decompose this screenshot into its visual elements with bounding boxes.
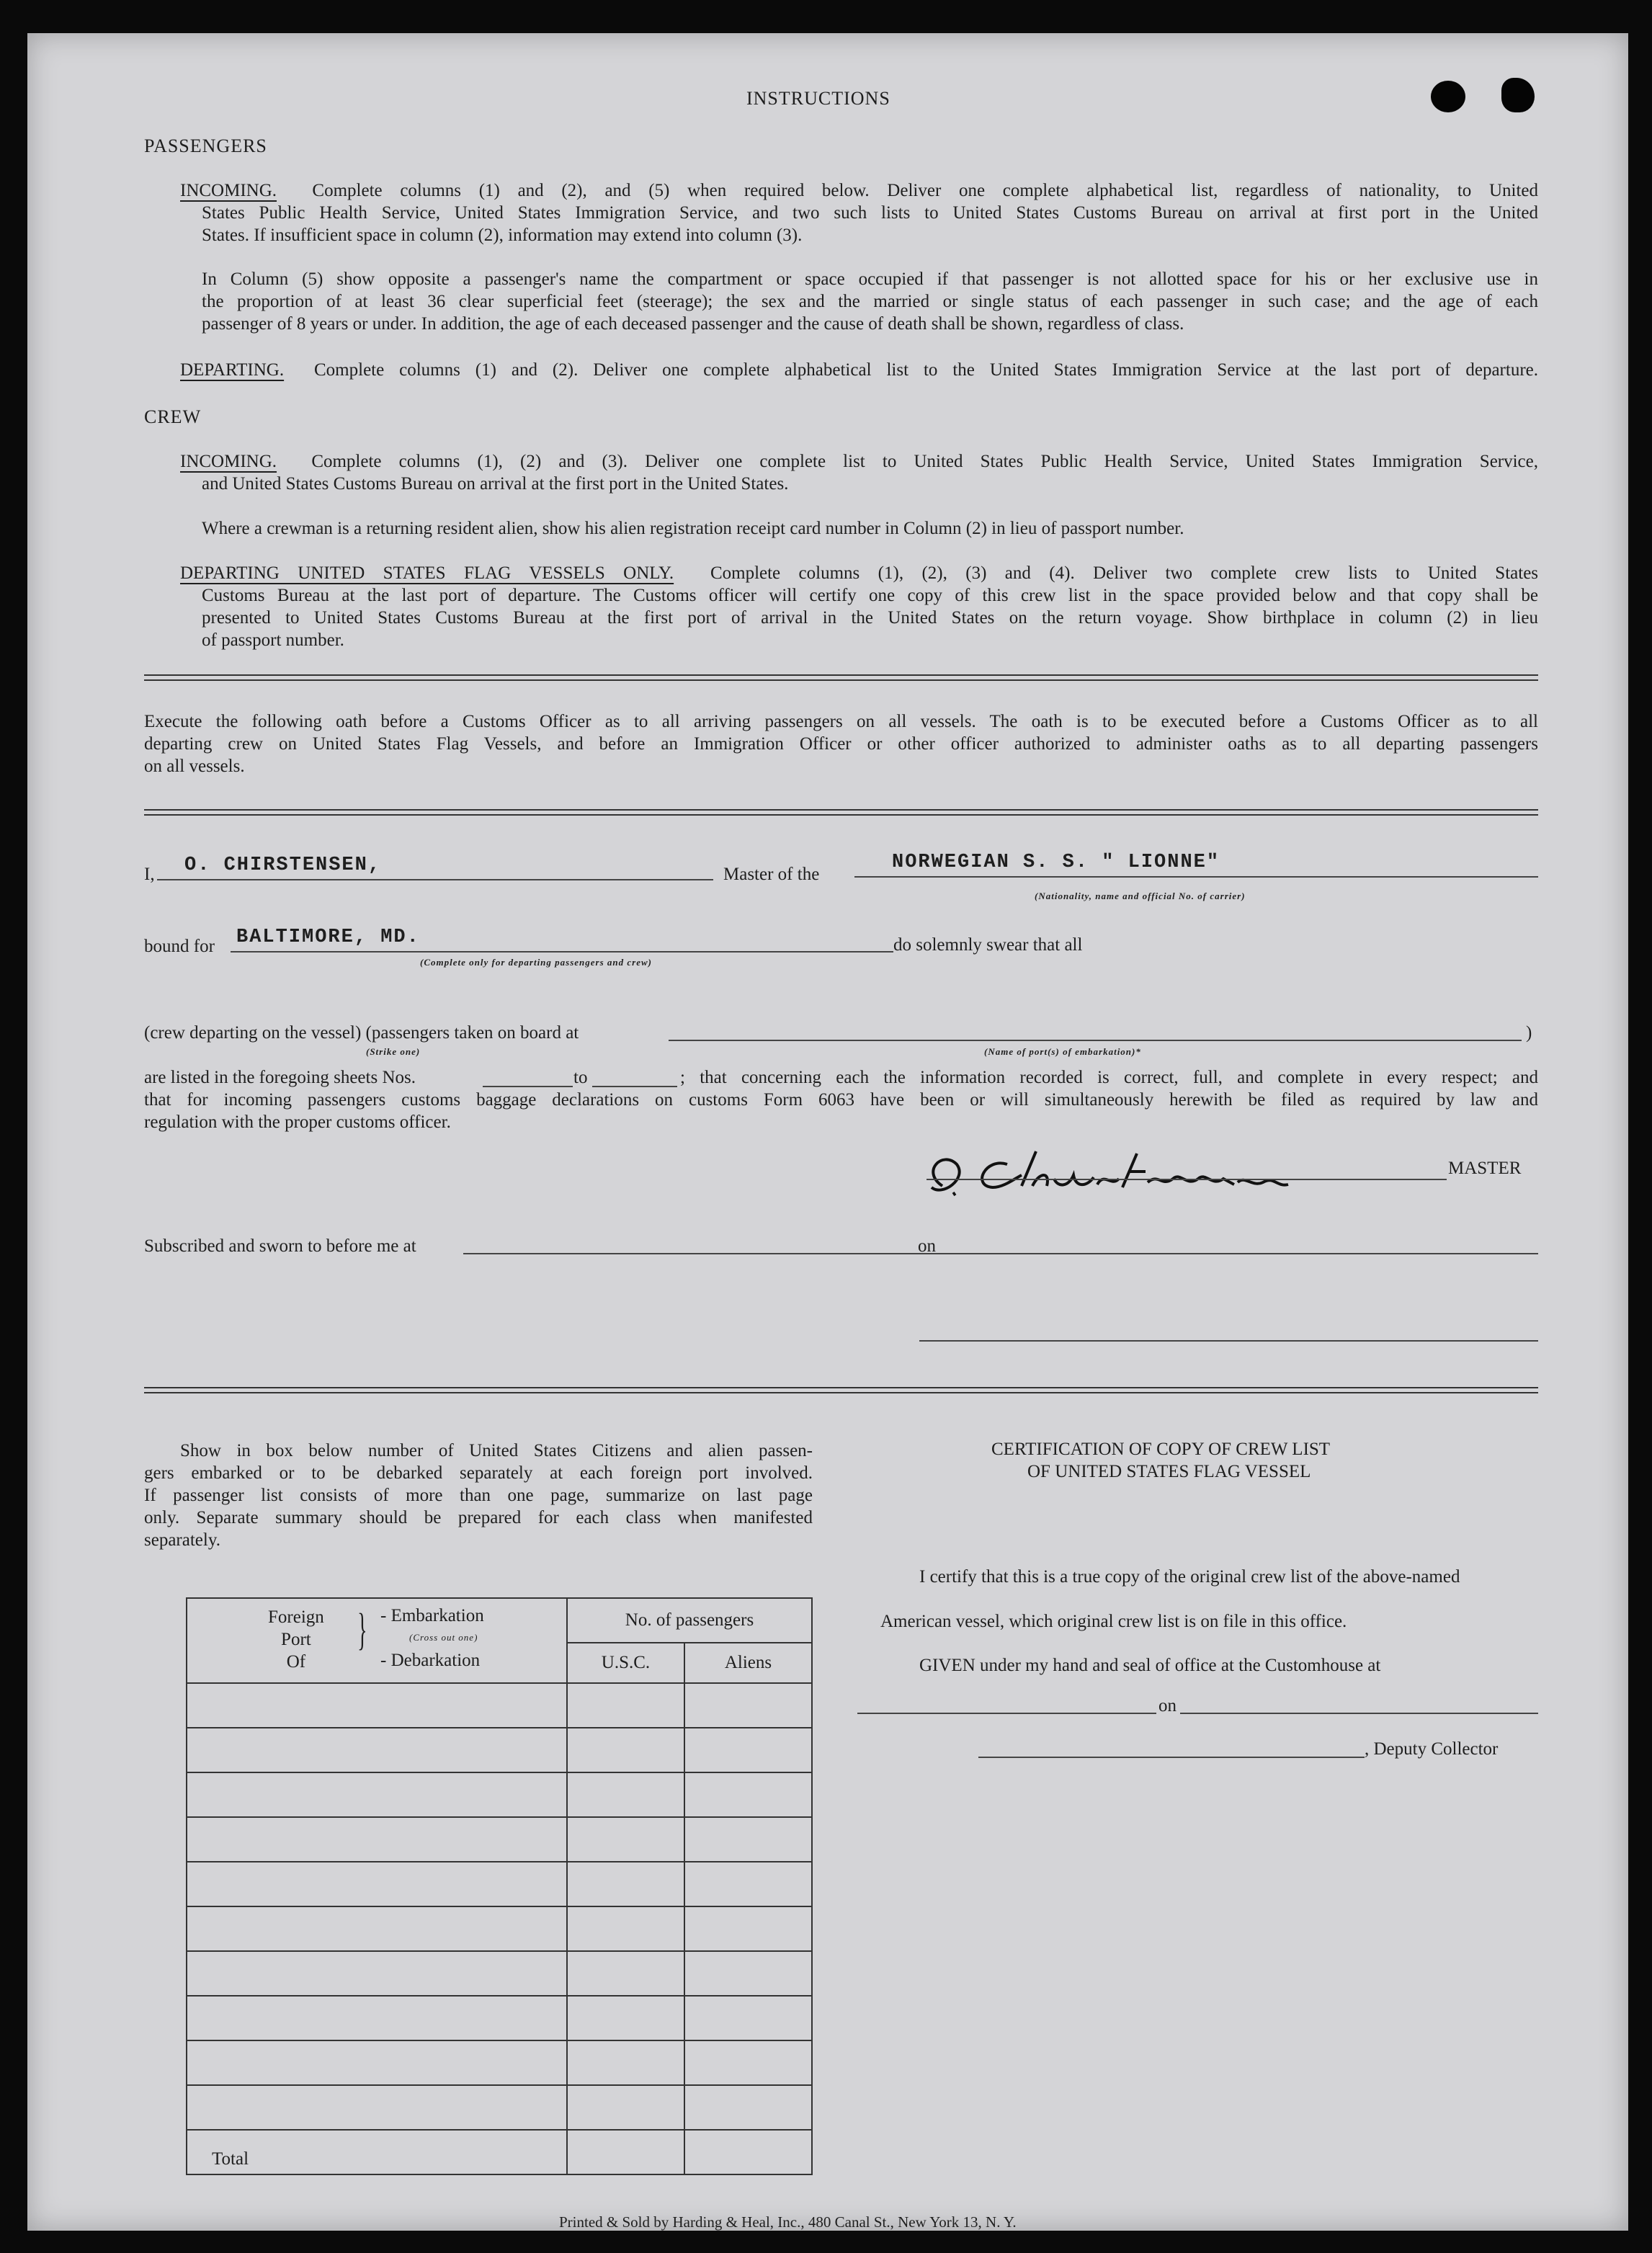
usc-cell[interactable] [567,1817,684,1862]
sheet-to-line [592,1086,677,1087]
table-row [187,2040,812,2085]
foreign-port-of [268,1606,324,1673]
certify-line-2: American vessel, which original crew list is on file in this office. [880,1612,1347,1631]
deputy-label: , Deputy Collector [1365,1739,1499,1759]
customhouse-line [857,1713,1156,1714]
divider [144,809,1538,811]
swear-label: do solemnly swear that all [893,935,1083,955]
crew-departing-label: (crew departing on the vessel) (passengers taken on board at [144,1023,579,1043]
crew-departing-label: DEPARTING UNITED STATES FLAG VESSELS ONLY. [180,563,674,583]
vessel-field[interactable]: NORWEGIAN S. S. " LIONNE" [892,852,1220,873]
text-line: that for incoming passengers customs baggage declarations on customs Form 6063 have been or will simultaneously herewith be filed as required by law and [144,1090,1538,1110]
aliens-cell[interactable] [684,1772,812,1817]
passengers-departing-block [180,359,1538,381]
text-line: regulation with the proper customs officer. [144,1112,451,1132]
usc-cell[interactable] [567,1772,684,1817]
text-line: States Public Health Service, United States Immigration Service, and two such lists to United States Customs Bureau on arrival at first port in the United [202,203,1538,223]
given-line: GIVEN under my hand and seal of office at the Customhouse at [919,1656,1381,1675]
aliens-cell[interactable] [684,1996,812,2040]
embarkation-label: - Embarkation [380,1606,484,1625]
divider [144,1392,1538,1393]
on-label: on [918,1236,936,1256]
summary-instructions [144,1440,813,1551]
port-cell[interactable] [187,1906,567,1951]
destination-line [231,951,893,952]
port-cell[interactable] [187,1996,567,2040]
aliens-cell[interactable] [684,1683,812,1728]
bound-label: bound for [144,937,215,956]
oath-body [144,1089,1538,1133]
crewman-text: Where a crewman is a returning resident alien, show his alien registration receipt card number in Column (2) in lieu of passport number. [202,519,1184,538]
port-word: Foreign [268,1607,324,1627]
aliens-cell[interactable] [684,1817,812,1862]
printer-credit: Printed & Sold by Harding & Heal, Inc., 480 Canal St., New York 13, N. Y. [559,2213,1017,2231]
master-name-line [157,879,713,880]
text-line: departing crew on United States Flag Vessels, and before an Immigration Officer or other officer authorized to administer oaths as to all departing passengers [144,734,1538,754]
crew-incoming-label: INCOMING. [180,452,277,471]
table-row [187,1728,812,1772]
port-caption: (Name of port(s) of embarkation)* [984,1046,1141,1057]
text-line: States. If insufficient space in column (2), information may extend into column (3). [202,226,803,245]
total-row [187,2130,812,2174]
crew-departing-cont [202,584,1538,651]
passengers-departing-label: DEPARTING. [180,360,285,380]
cert-date-line [1180,1713,1538,1714]
passenger-summary-table [186,1597,813,2175]
divider [144,1387,1538,1388]
usc-cell[interactable] [567,2085,684,2130]
port-header-cell [187,1598,567,1683]
oath-intro [144,710,1538,777]
embarkation-port-line [669,1040,1522,1041]
table-row [187,1817,812,1862]
column5-block [202,268,1538,335]
master-of-label: Master of the [723,865,820,884]
total-aliens-cell[interactable] [684,2130,812,2174]
text-line: Complete columns (1) and (2). Deliver one complete alphabetical list to the United States Immigration Service at the last port of departure. [314,360,1538,380]
debarkation-label: - Debarkation [380,1651,481,1670]
strike-caption: (Strike one) [366,1046,421,1057]
aliens-cell[interactable] [684,2040,812,2085]
crew-incoming-block [180,450,1538,473]
table-row [187,2085,812,2130]
ink-blot [1501,78,1535,112]
table-row [187,1951,812,1996]
port-cell[interactable] [187,1862,567,1906]
aliens-cell[interactable] [684,2085,812,2130]
usc-cell[interactable] [567,1862,684,1906]
i-label: I, [144,865,155,884]
total-usc-cell[interactable] [567,2130,684,2174]
usc-cell[interactable] [567,1996,684,2040]
text-line: on all vessels. [144,757,245,776]
text-line: Customs Bureau at the last port of departure. The Customs officer will certify one copy of this crew list in the space provided below and that copy shall be [202,586,1538,605]
usc-cell[interactable] [567,1683,684,1728]
master-name-field[interactable]: O. CHIRSTENSEN, [184,855,382,876]
text-line: Show in box below number of United States Citizens and alien passen- [180,1441,813,1460]
divider [144,814,1538,816]
text-line: passenger of 8 years or under. In addition, the age of each deceased passenger and the cause of death shall be shown, regardless of class. [202,314,1184,334]
cert-on-label: on [1158,1696,1177,1716]
aliens-cell[interactable] [684,1906,812,1951]
cross-out-caption: (Cross out one) [409,1632,478,1643]
to-label: to [573,1068,588,1087]
text-line: Complete columns (1), (2) and (3). Deliver one complete list to United States Public Health Service, United States Immigration Service, [311,452,1539,471]
master-signature [914,1143,1303,1208]
passengers-heading: PASSENGERS [144,135,267,156]
text-line: In Column (5) show opposite a passenger's name the compartment or space occupied if that passenger is not allotted space for his or her exclusive use in [202,269,1538,289]
usc-cell[interactable] [567,1728,684,1772]
text-line: and United States Customs Bureau on arrival at the first port in the United States. [202,474,789,494]
usc-cell[interactable] [567,1906,684,1951]
usc-cell[interactable] [567,2040,684,2085]
passengers-incoming-label: INCOMING. [180,181,277,200]
form-sheet [27,33,1628,2231]
closing-paren: ) [1526,1023,1532,1043]
text-line: presented to United States Customs Bureau at the first port of arrival in the United States on the return voyage. Show birthplace in column (2) in lieu [202,608,1538,628]
table-row [187,1683,812,1728]
master-label: MASTER [1448,1159,1522,1178]
sheets-label: are listed in the foregoing sheets Nos. [144,1068,416,1087]
text-line: Execute the following oath before a Customs Officer as to all arriving passengers on all vessels. The oath is to be executed before a Customs Officer as to all [144,712,1538,731]
divider [144,679,1538,681]
text-line: Complete columns (1) and (2), and (5) when required below. Deliver one complete alphabetical list, regardless of nationality, to United [312,181,1539,200]
port-cell[interactable] [187,1951,567,1996]
port-cell[interactable] [187,1817,567,1862]
text-line: only. Separate summary should be prepared for each class when manifested [144,1508,813,1527]
aliens-cell[interactable] [684,1728,812,1772]
table-row [187,1906,812,1951]
deputy-collector-line [978,1757,1365,1758]
certification-title-2: OF UNITED STATES FLAG VESSEL [1027,1462,1311,1481]
passengers-incoming-cont [202,202,1538,246]
certify-line-1: I certify that this is a true copy of the original crew list of the above-named [919,1567,1460,1587]
table-row [187,1772,812,1817]
ink-blot [1431,81,1465,112]
aliens-header: Aliens [684,1643,812,1683]
table-row [187,1862,812,1906]
total-label: Total [187,2130,567,2174]
port-cell[interactable] [187,1728,567,1772]
usc-cell[interactable] [567,1951,684,1996]
page-title: INSTRUCTIONS [746,88,890,109]
master-signature-line [927,1179,1447,1180]
no-of-passengers-header: No. of passengers [567,1598,812,1643]
subscribed-label: Subscribed and sworn to before me at [144,1236,416,1256]
vessel-caption: (Nationality, name and official No. of carrier) [1035,891,1246,901]
usc-header: U.S.C. [567,1643,684,1683]
text-line: If passenger list consists of more than one page, summarize on last page [144,1486,813,1505]
text-line: gers embarked or to be debarked separately at each foreign port involved. [144,1463,813,1483]
sheets-rest: ; that concerning each the information recorded is correct, full, and complete in every respect; and [680,1068,1538,1087]
aliens-cell[interactable] [684,1862,812,1906]
brace-icon: } [357,1605,367,1654]
vessel-line [854,876,1538,878]
crew-departing-block [180,562,1538,584]
destination-field[interactable]: BALTIMORE, MD. [236,927,420,948]
port-cell[interactable] [187,1683,567,1728]
officer-signature-line [919,1340,1538,1342]
text-line: of passport number. [202,630,344,650]
sworn-date-line [941,1253,1538,1254]
port-word: Port [281,1630,311,1649]
port-cell[interactable] [187,2085,567,2130]
divider [144,674,1538,676]
port-cell[interactable] [187,1772,567,1817]
sworn-location-line [463,1253,945,1254]
port-cell[interactable] [187,2040,567,2085]
passengers-incoming-block [180,179,1538,202]
text-line: Complete columns (1), (2), (3) and (4). Deliver two complete crew lists to United States [710,563,1539,583]
crew-heading: CREW [144,406,202,427]
text-line: separately. [144,1530,220,1550]
crew-incoming-cont [202,473,1538,495]
sheet-from-line [483,1086,573,1087]
port-word: Of [286,1652,306,1672]
destination-caption: (Complete only for departing passengers and crew) [420,957,652,968]
certification-title-1: CERTIFICATION OF COPY OF CREW LIST [991,1440,1331,1459]
table-row [187,1996,812,2040]
text-line: the proportion of at least 36 clear superficial feet (steerage); the sex and the married or single status of each passenger in such case; and the age of each [202,292,1538,311]
aliens-cell[interactable] [684,1951,812,1996]
